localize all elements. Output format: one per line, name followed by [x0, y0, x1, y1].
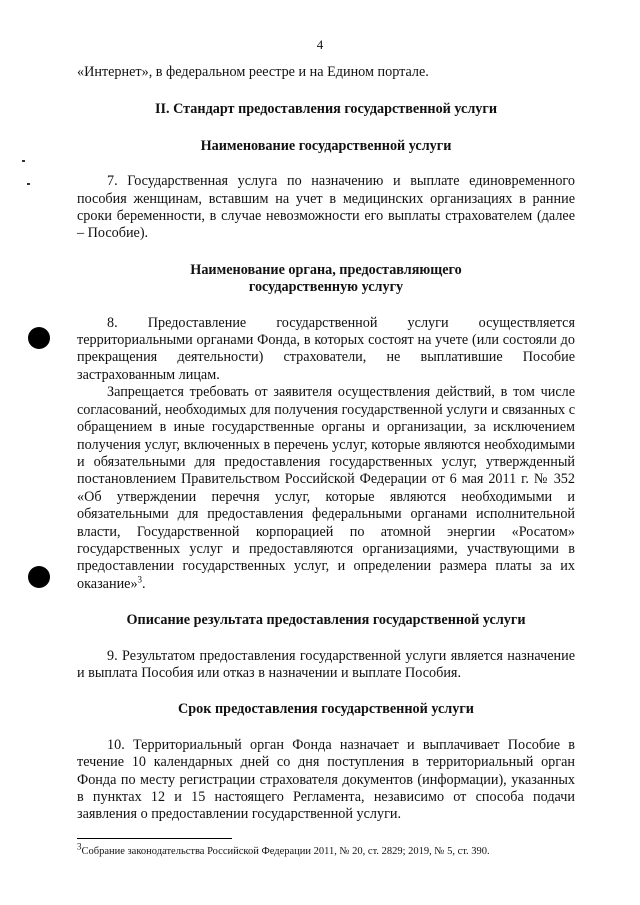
footnote-mark: 3 — [77, 841, 82, 852]
heading-service-name: Наименование государственной услуги — [200, 137, 452, 154]
punch-hole — [28, 327, 50, 349]
paragraph-8: 8. Предоставление государственной услуги осуществляется территориальными органами Фонда, в которых состоят на учете (или состояли до прекращения деятельности) страхователи, не выплатившие Пособие застрахованным лицам. — [77, 314, 575, 383]
footnote-divider — [77, 838, 232, 839]
footnote-text: Собрание законодательства Российской Федерации 2011, № 20, ст. 2829; 2019, № 5, ст. 390. — [81, 846, 490, 857]
paragraph-7: 7. Государственная услуга по назначению и выплате единовременного пособия женщинам, вставшим на учет в медицинских организациях в ранние сроки беременности, в случае невозможности его выплаты страхователем (далее – Пособие). — [77, 173, 575, 242]
footnote — [77, 841, 575, 858]
heading-term: Срок предоставления государственной услуги — [178, 701, 474, 718]
intro-line: «Интернет», в федеральном реестре и на Едином портале. — [77, 64, 429, 80]
footnote-reference: 3 — [137, 574, 143, 585]
scan-speck — [22, 160, 25, 162]
page-number: 4 — [316, 37, 324, 52]
paragraph-8-prohibition — [77, 384, 575, 593]
prohibition-text: Запрещается требовать от заявителя осуществления действий, в том числе согласований, необходимых для получения государственной услуги и связанных с обращением в иные государственные органы и организации, за исключением получения услуг, включенных в перечень услуг, которые являются необходимыми и обязательными для предоставления государственных услуг, утвержденный постановлением Правительством Российской Федерации от 6 мая 2011 г. № 352 «Об утверждении перечня услуг, которые являются необходимыми и обязательными для предоставления федеральными органами исполнительной власти, Государственной корпорацией по атомной энергии «Росатом» государственных услуг и предоставляются организациями, участвующими в предоставлении государственных услуг, и определении размера платы за их оказание» — [77, 384, 575, 592]
section-title: II. Стандарт предоставления государственной услуги — [154, 101, 498, 118]
document-body — [77, 64, 575, 824]
prohibition-end: . — [142, 575, 146, 592]
paragraph-9: 9. Результатом предоставления государственной услуги является назначение и выплата Пособия или отказ в назначении и выплате Пособия. — [77, 647, 575, 681]
heading-result: Описание результата предоставления государственной услуги — [126, 612, 526, 629]
paragraph-10: 10. Территориальный орган Фонда назначает и выплачивает Пособие в течение 10 календарных дней со дня поступления в территориальный орган Фонда по месту регистрации страхователя документов (информации), указанных в пунктах 12 и 15 настоящего Регламента, независимо от способа подачи заявления о предоставлении государственной услуги. — [77, 736, 575, 823]
heading-authority: Наименование органа, предоставляющего государственную услугу — [190, 261, 462, 296]
scan-speck — [27, 183, 30, 185]
punch-hole — [28, 566, 50, 588]
